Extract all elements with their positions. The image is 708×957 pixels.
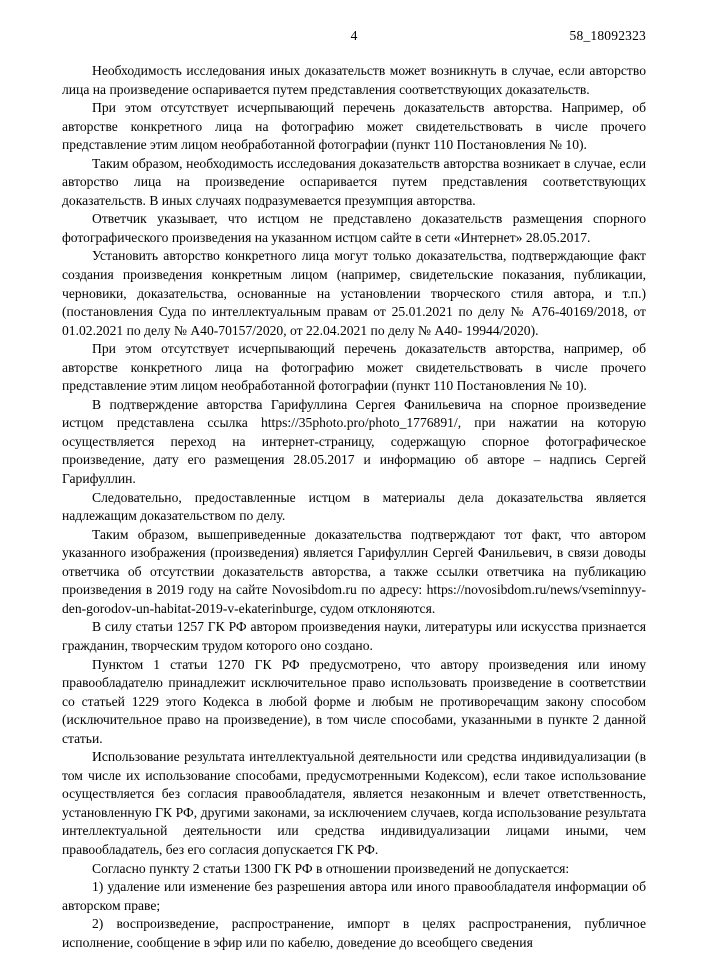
paragraph: Ответчик указывает, что истцом не представлено доказательств размещения спорного фотографического произведения на указанном истцом сайте в сети «Интернет» 28.05.2017. [62, 211, 646, 245]
paragraph: Пунктом 1 статьи 1270 ГК РФ предусмотрено, что автору произведения или иному правообладателю принадлежит исключительное право использовать произведение в соответствии со статьей 1229 этого Кодекса в любой форме и любым не противоречащим закону способом (исключительное право на произведение), в том числе способами, указанными в пункте 2 данной статьи. [62, 656, 646, 746]
paragraph: 1) удаление или изменение без разрешения автора или иного правообладателя информации об авторском праве; [62, 879, 646, 913]
paragraph: При этом отсутствует исчерпывающий перечень доказательств авторства. Например, об авторстве конкретного лица на фотографию может свидетельствовать в числе прочего представление этим лицом необработанной фотографии (пункт 110 Постановления № 10). [62, 100, 646, 153]
paragraph: 2) воспроизведение, распространение, импорт в целях распространения, публичное исполнение, сообщение в эфир или по кабелю, доведение до всеобщего сведения [62, 916, 646, 950]
paragraph: Использование результата интеллектуальной деятельности или средства индивидуализации (в том числе их использование способами, предусмотренными Кодексом), если такое использование осуществляется без согласия правообладателя, является незаконным и влечет ответственность, установленную ГК РФ, другими законами, за исключением случаев, когда использование результата интеллектуальной деятельности или средства индивидуализации лицами иными, чем правообладатель, без его согласия допускается ГК РФ. [62, 749, 646, 857]
paragraph: Необходимость исследования иных доказательств может возникнуть в случае, если авторство лица на произведение оспаривается путем представления соответствующих доказательств. [62, 63, 646, 97]
paragraph: Следовательно, предоставленные истцом в материалы дела доказательства является надлежащим доказательством по делу. [62, 489, 646, 524]
paragraph: В подтверждение авторства Гарифуллина Сергея Фанильевича на спорное произведение истцом представлена ссылка https://35photo.pro/photo_1776891/, при нажатии на которую осуществляется переход на интернет-страницу, содержащую спорное фотографическое произведение, дату его размещения 28.05.2017 и информацию об авторе – надпись Сергей Гарифуллин. [62, 396, 646, 487]
paragraph: Таким образом, необходимость исследования доказательств авторства возникает в случае, если авторство лица на произведение оспаривается путем представления соответствующих доказательств. В иных случаях подразумевается презумпция авторства. [62, 155, 646, 208]
page-header [62, 28, 646, 62]
paragraph: Согласно пункту 2 статьи 1300 ГК РФ в отношении произведений не допускается: [92, 860, 570, 876]
paragraph: Таким образом, вышеприведенные доказательства подтверждают тот факт, что автором указанного изображения (произведения) является Гарифуллин Сергей Фанильевич, в связи доводы ответчика об отсутствии доказательств авторства, а также ссылки ответчика на публикацию произведения в 2019 году на сайте Novosibdom.ru по адресу: https://novosibdom.ru/news/vseminnyy-den-gorodov-un-habitat-2019-v-ekaterinburge, судом отклоняются. [62, 526, 646, 616]
page-number: 4 [350, 28, 358, 43]
paragraph: Установить авторство конкретного лица могут только доказательства, подтверждающие факт создания произведения конкретным лицом (например, свидетельские показания, публикации, черновики, доказательства, основанные на установлении творческого стиля автора, и т.п.) (постановления Суда по интеллектуальным правам от 25.01.2021 по делу № А76-40169/2018, от 01.02.2021 по делу № А40-70157/2020, от 22.04.2021 по делу № А40- 19944/2020). [62, 248, 646, 338]
document-body [62, 62, 646, 952]
paragraph: В силу статьи 1257 ГК РФ автором произведения науки, литературы или искусства признается гражданин, творческим трудом которого оно создано. [62, 619, 646, 653]
paragraph: При этом отсутствует исчерпывающий перечень доказательств авторства, например, об авторстве конкретного лица на фотографию может свидетельствовать в числе прочего представление этим лицом необработанной фотографии (пункт 110 Постановления № 10). [62, 341, 646, 394]
document-code: 58_18092323 [569, 28, 646, 43]
